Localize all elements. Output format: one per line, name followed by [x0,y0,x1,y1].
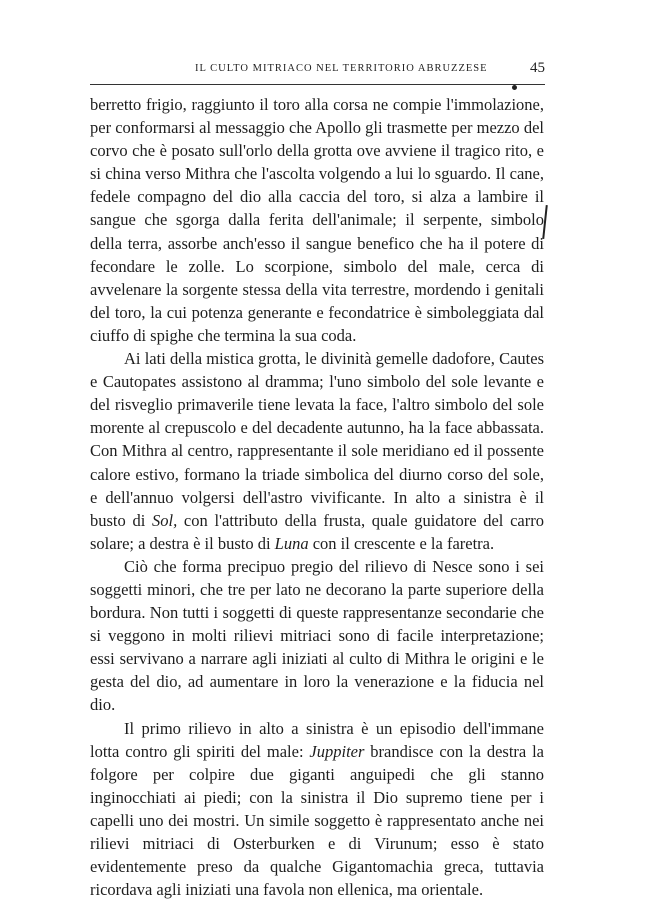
paragraph-4 [90,717,544,901]
running-head [90,60,545,79]
paragraph-text: con il crescente e la faretra. [308,533,495,553]
paragraph-text: Ai lati della mistica grotta, le divinità gemelle dadofore, Cautes e Cautopates assistono al dramma; l'uno simbolo del sole levante e del risveglio primaverile tiene levata la face, l'altro simbolo del sole morente al crepuscolo e del decadente autunno, ha la face abbassata. Con Mithra al centro, rappresentante il sole meridiano ed il possente calore estivo, formano la triade simbolica del diurno corso del sole, e dell'annuo volgersi dell'astro vivificante. In alto a sinistra è il busto di [90,349,544,530]
paragraph-1 [90,93,544,347]
italic-term-juppiter: Juppiter [309,741,365,761]
paragraph-2 [90,347,544,555]
paragraph-text: con l'attributo della frusta, quale guidatore del carro solare; a destra è il busto di [90,510,544,553]
italic-term-sol: Sol, [152,510,178,530]
header-rule [90,84,545,85]
paragraph-text: Ciò che forma precipuo pregio del rilievo di Nesce sono i sei soggetti minori, che tre per lato ne decorano la parte superiore della bordura. Non tutti i soggetti di queste rappresentanze secondarie che si veggono in molti rilievi mitriaci sono di facile interpretazione; essi servivano a narrare agli iniziati al culto di Mithra le origini e le gesta del dio, ad aumentare in loro la venerazione e la fiducia nel dio. [90,556,544,715]
running-title: IL CULTO MITRIACO NEL TERRITORIO ABRUZZESE [195,63,488,74]
paragraph-text: brandisce con la destra la folgore per colpire due giganti anguipedi che gli stanno inginocchiati ai piedi; con la sinistra il Dio supremo tiene per i capelli uno dei mostri. Un simile soggetto è rappresentato anche nei rilievi mitriaci di Osterburken e di Virunum; esso è stato evidentemente preso da qualche Gigantomachia greca, tuttavia ricordava agli iniziati una favola non ellenica, ma orientale. [90,741,544,900]
paragraph-text: berretto frigio, raggiunto il toro alla corsa ne compie l'immolazione, per conformarsi al messaggio che Apollo gli trasmette per mezzo del corvo che è posato sull'orlo della grotta ove avviene il tragico rito, e si china verso Mithra che l'ascolta volgendo a lui lo sguardo. Il cane, fedele compagno del dio alla caccia del toro, si alza a lambire il sangue che sgorga dalla ferita dell'animale; il serpente, simbolo della terra, assorbe anch'esso il sangue benefico che ha il potere di fecondare le zolle. Lo scorpione, simbolo del male, cerca di avvelenare la sorgente stessa della vita terrestre, mordendo i genitali del toro, la cui potenza generante e fecondatrice è simboleggiata dal ciuffo di spighe che termina la sua coda. [90,95,544,345]
ink-dot-mark [512,85,517,90]
paragraph-3 [90,555,544,717]
page-number: 45 [530,60,545,76]
body-text [90,93,544,901]
paragraph-text: Il primo rilievo in alto a sinistra è un episodio dell'immane lotta contro gli spiriti del male: [90,718,544,761]
italic-term-luna: Luna [274,533,309,553]
